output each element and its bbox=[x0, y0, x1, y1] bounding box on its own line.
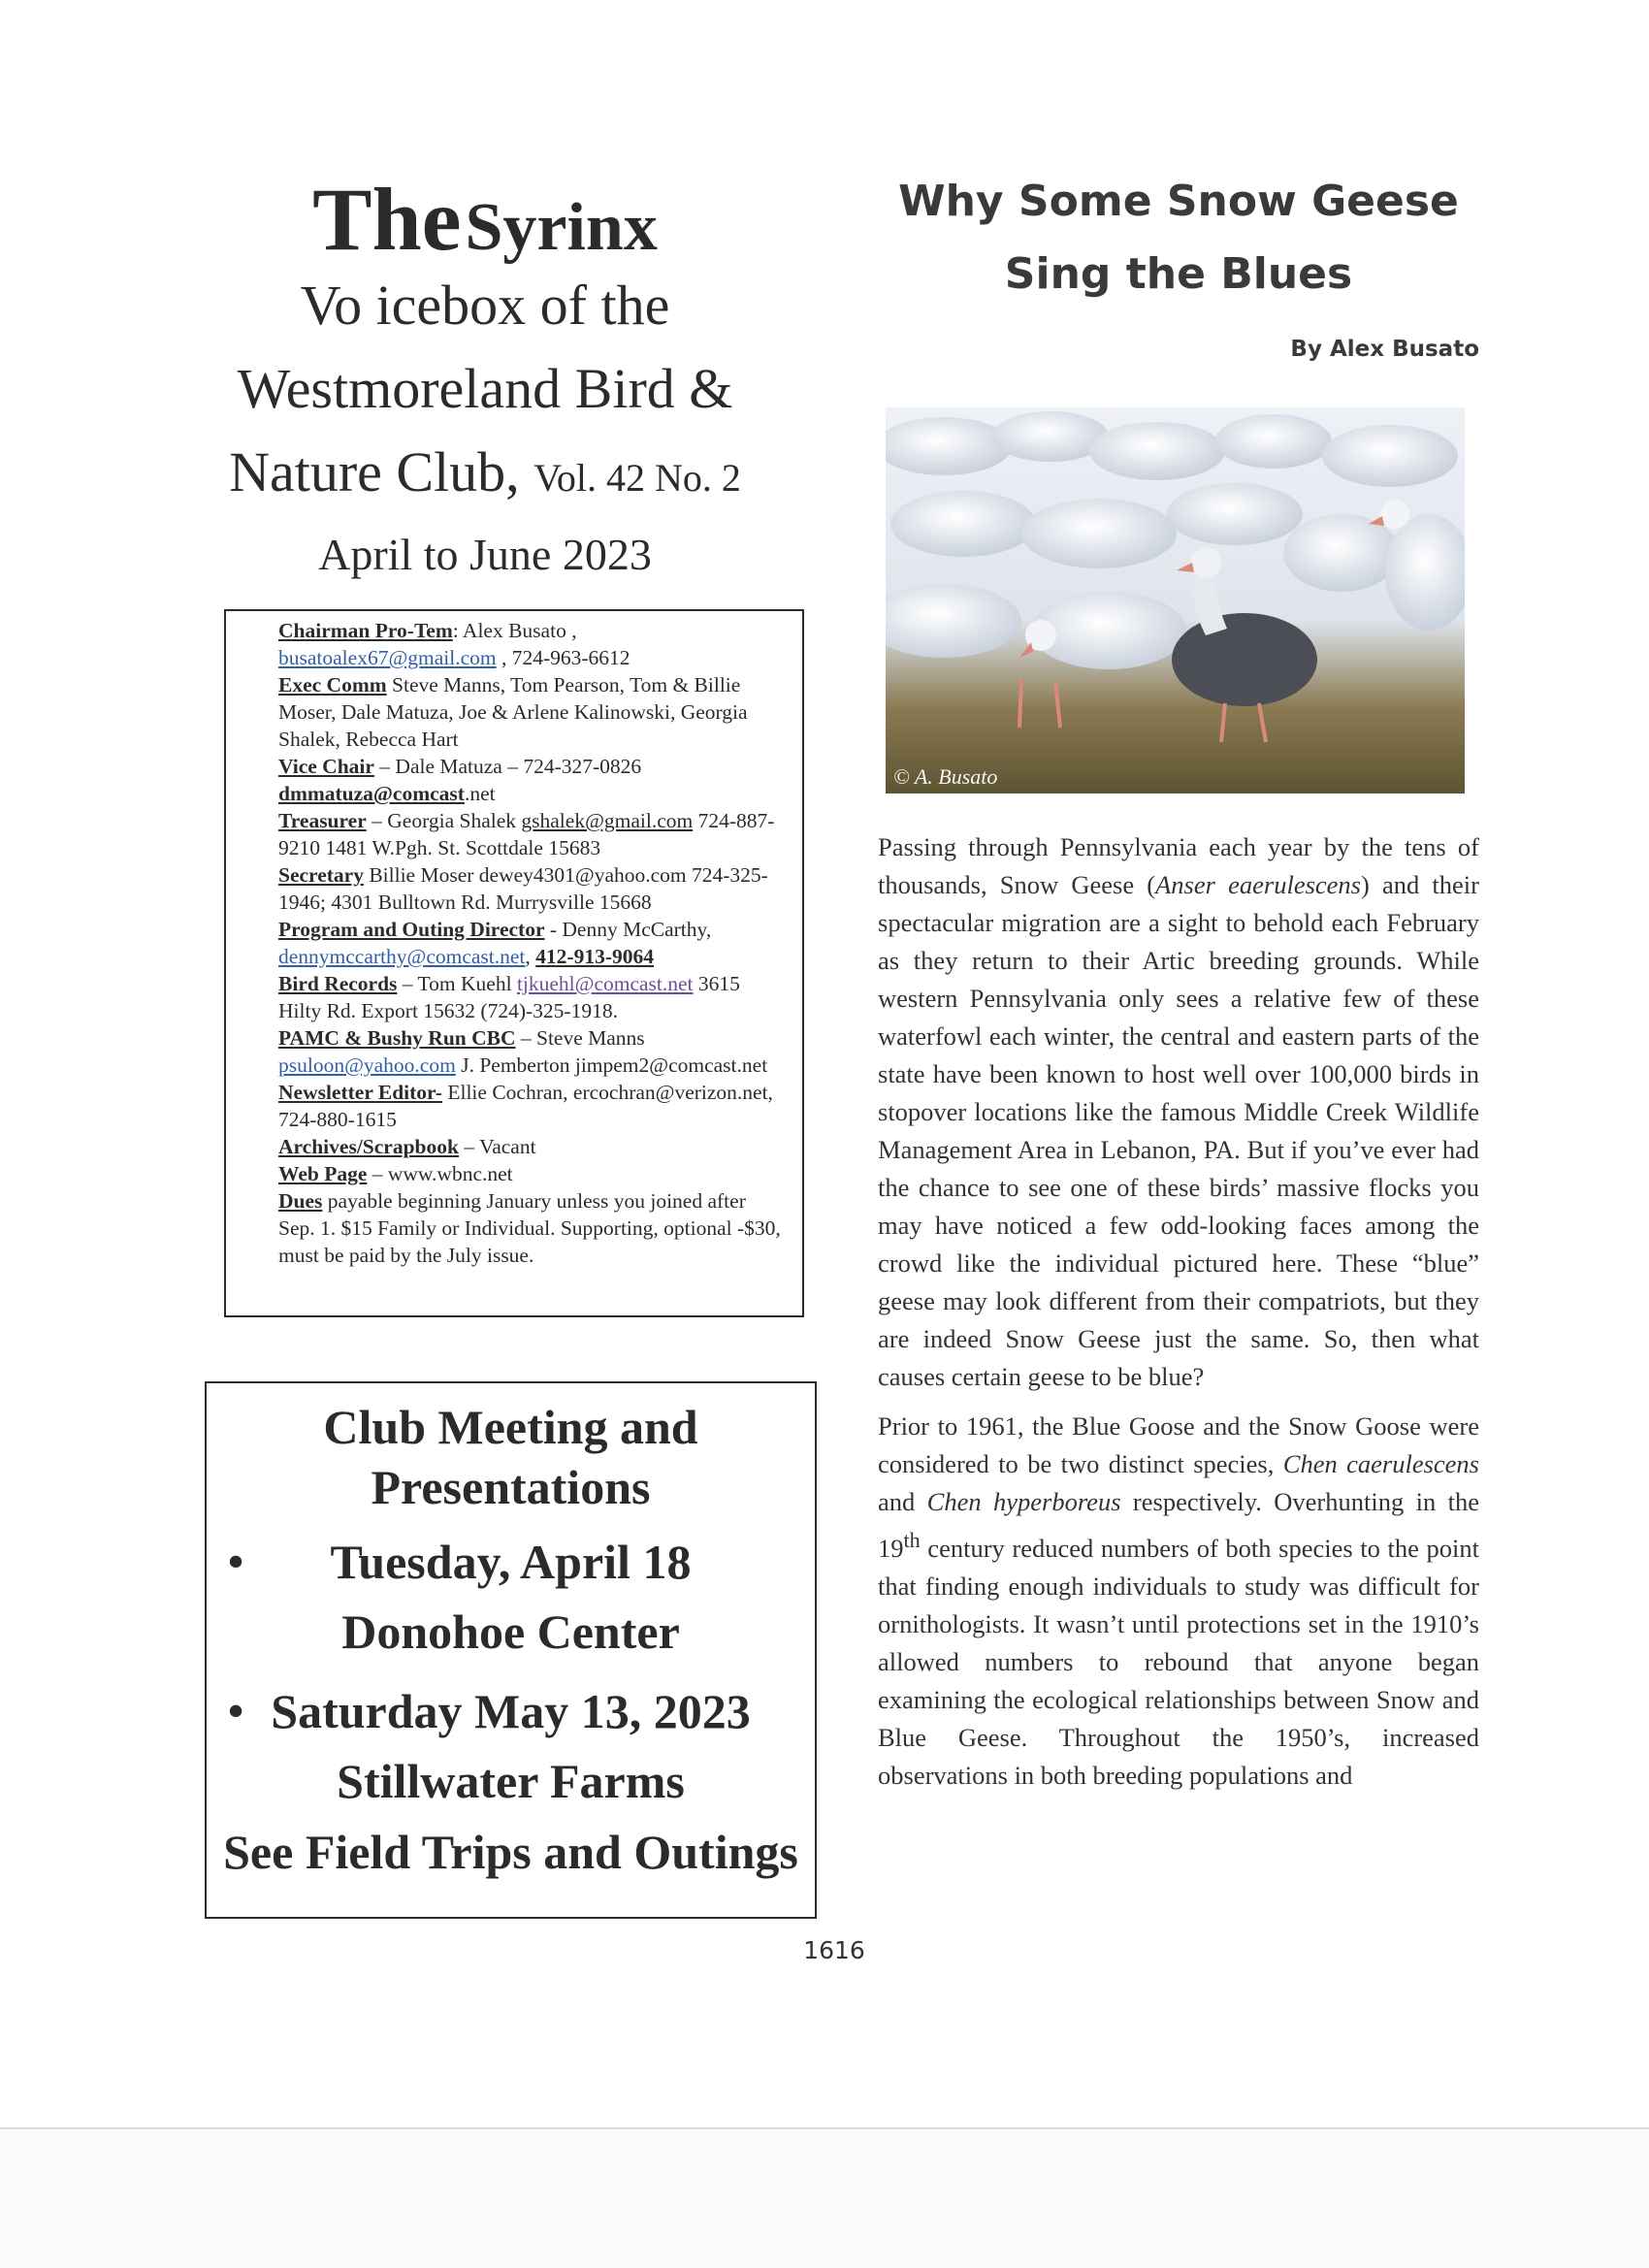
chair-label: Chairman Pro-Tem bbox=[278, 619, 453, 642]
bullet-icon: • bbox=[228, 1537, 244, 1586]
records-text: – Tom Kuehl bbox=[397, 972, 517, 995]
meeting-item-1 bbox=[207, 1527, 815, 1667]
officer-chair bbox=[278, 617, 783, 671]
officer-secretary bbox=[278, 861, 783, 916]
pamc-email-link[interactable]: psuloon@yahoo.com bbox=[278, 1053, 456, 1077]
treasurer-email: gshalek@gmail.com bbox=[521, 809, 694, 832]
officer-newsletter bbox=[278, 1079, 783, 1133]
records-label: Bird Records bbox=[278, 972, 398, 995]
p1-text-b: ) and their spectacular migration are a sight to behold each February as they return to their Artic breeding grounds. While western Pennsylvania only sees a relative few of these waterfowl each winter, the central and eastern parts of the state have been known to host well over 100,000 birds in stopover locations like the famous Middle Creek Wildlife Management Area in Lebanon, PA. But if you’ve ever had the chance to see one of these birds’ massive flocks you may have noticed a few odd-looking faces among the crowd like the individual pictured here. These “blue” geese may look different from their compatriots, but they are indeed Snow Geese just the same. So, then what causes certain geese to be blue? bbox=[878, 870, 1479, 1391]
archives-text: – Vacant bbox=[458, 1135, 536, 1158]
p2-and: and bbox=[878, 1487, 927, 1516]
officer-vice bbox=[278, 753, 783, 807]
vice-text: – Dale Matuza – 724-327-0826 bbox=[373, 755, 642, 778]
vice-email-tld: .net bbox=[464, 782, 496, 805]
p2-text-b: respectively. Overhunting in the 19 bbox=[878, 1487, 1479, 1563]
meeting-item-2 bbox=[207, 1676, 815, 1816]
treasurer-label: Treasurer bbox=[278, 809, 367, 832]
meeting-footer: See Field Trips and Outings bbox=[223, 1825, 798, 1879]
treasurer-text: – Georgia Shalek bbox=[366, 809, 522, 832]
article-paragraph-2 bbox=[878, 1408, 1479, 1795]
p2-superscript: th bbox=[903, 1528, 921, 1552]
meeting-2-place: Stillwater Farms bbox=[337, 1754, 685, 1808]
subtitle-line-1: Vo icebox of the bbox=[300, 274, 670, 337]
bullet-icon: • bbox=[228, 1686, 244, 1735]
p2-text-a: Prior to 1961, the Blue Goose and the Snow Goose were considered to be two distinct species, bbox=[878, 1411, 1479, 1478]
masthead bbox=[175, 170, 795, 586]
treasurer-address: 724-887-9210 1481 W.Pgh. St. Scottdale 15683 bbox=[278, 809, 775, 859]
officer-archives bbox=[278, 1133, 783, 1160]
program-phone: 412-913-9064 bbox=[535, 945, 654, 968]
meeting-1-date: Tuesday, April 18 bbox=[330, 1535, 692, 1589]
web-label: Web Page bbox=[278, 1162, 368, 1185]
archives-label: Archives/Scrapbook bbox=[278, 1135, 459, 1158]
article-paragraph-1 bbox=[878, 828, 1479, 1396]
vice-label: Vice Chair bbox=[278, 755, 374, 778]
records-address: 3615 Hilty Rd. Export 15632 (724)-325-1918. bbox=[278, 972, 740, 1022]
chair-email-link[interactable]: busatoalex67@gmail.com bbox=[278, 646, 497, 669]
photo-credit: © A. Busato bbox=[893, 764, 998, 789]
pamc-rest: J. Pemberton jimpem2@comcast.net bbox=[455, 1053, 768, 1077]
p2-species-2: Chen hyperboreus bbox=[926, 1487, 1121, 1516]
officer-pamc bbox=[278, 1024, 783, 1079]
p2-text-c: century reduced numbers of both species to the point that finding enough individuals to study was difficult for ornithologists. It wasn’t until protections set in the 1910’s allowed numbers to rebound that anyone began examining the ecological relationships between Snow and Blue Geese. Throughout the 1950’s, increased observations in both breeding populations and bbox=[878, 1533, 1479, 1790]
dues-label: Dues bbox=[278, 1189, 323, 1213]
officer-treasurer bbox=[278, 807, 783, 861]
officer-program bbox=[278, 916, 783, 970]
page-number: 1616 bbox=[803, 1936, 865, 1964]
meeting-title-1: Club Meeting and bbox=[323, 1400, 698, 1454]
newsletter-text: Ellie Cochran, ercochran@verizon.net, 724-880-1615 bbox=[278, 1081, 773, 1131]
article-byline: By Alex Busato bbox=[1290, 337, 1479, 362]
program-sep: , bbox=[525, 945, 536, 968]
officer-web bbox=[278, 1160, 783, 1187]
officer-dues bbox=[278, 1187, 783, 1269]
pamc-label: PAMC & Bushy Run CBC bbox=[278, 1026, 516, 1050]
exec-names: Steve Manns, Tom Pearson, Tom & Billie Moser, Dale Matuza, Joe & Arlene Kalinowski, Georgia Shalek, Rebecca Hart bbox=[278, 673, 748, 751]
newsletter-title bbox=[175, 170, 795, 269]
officer-records bbox=[278, 970, 783, 1024]
vice-email: dmmatuza@comcast bbox=[278, 782, 465, 805]
web-text: – www.wbnc.net bbox=[367, 1162, 513, 1185]
meeting-box bbox=[205, 1381, 817, 1919]
subtitle-line-3 bbox=[175, 431, 795, 520]
article-title-line-2: Sing the Blues bbox=[1004, 249, 1353, 299]
program-email-link[interactable]: dennymccarthy@comcast.net bbox=[278, 945, 526, 968]
p1-text-a: Passing through Pennsylvania each year by the tens of thousands, Snow Geese ( bbox=[878, 832, 1479, 899]
chair-name: : Alex Busato , bbox=[452, 619, 577, 642]
scan-bottom-margin bbox=[0, 2129, 1649, 2268]
article-body bbox=[878, 828, 1479, 1806]
chair-phone: , 724-963-6612 bbox=[496, 646, 630, 669]
p2-species-1: Chen caerulescens bbox=[1282, 1449, 1479, 1478]
program-text: - Denny McCarthy, bbox=[544, 918, 712, 941]
subtitle-line-2: Westmoreland Bird & bbox=[237, 357, 733, 420]
article-title bbox=[878, 165, 1479, 310]
records-email-link[interactable]: tjkuehl@comcast.net bbox=[516, 972, 694, 995]
club-name-end: Nature Club, bbox=[229, 440, 520, 503]
article-title-line-1: Why Some Snow Geese bbox=[898, 177, 1459, 226]
pamc-text: – Steve Manns bbox=[515, 1026, 645, 1050]
officer-exec bbox=[278, 671, 783, 753]
p1-species: Anser eaerulescens bbox=[1155, 870, 1361, 899]
secretary-label: Secretary bbox=[278, 863, 364, 887]
dues-text: payable beginning January unless you joined after Sep. 1. $15 Family or Individual. Supporting, optional -$30, must be paid by the July issue. bbox=[278, 1189, 781, 1267]
officers-box bbox=[224, 609, 804, 1317]
secretary-text: Billie Moser dewey4301@yahoo.com 724-325-1946; 4301 Bulltown Rd. Murrysville 15668 bbox=[278, 863, 768, 914]
title-the: The bbox=[312, 170, 462, 269]
exec-label: Exec Comm bbox=[278, 673, 387, 697]
meeting-2-date: Saturday May 13, 2023 bbox=[271, 1684, 751, 1738]
volume-number: Vol. 42 No. 2 bbox=[534, 456, 741, 500]
newsletter-label: Newsletter Editor- bbox=[278, 1081, 442, 1104]
meeting-1-place: Donohoe Center bbox=[341, 1604, 680, 1659]
snow-geese-photo bbox=[886, 407, 1465, 794]
program-label: Program and Outing Director bbox=[278, 918, 545, 941]
meeting-title-2: Presentations bbox=[371, 1460, 651, 1514]
title-syrinx: Syrinx bbox=[465, 190, 658, 265]
issue-date: April to June 2023 bbox=[318, 530, 652, 579]
